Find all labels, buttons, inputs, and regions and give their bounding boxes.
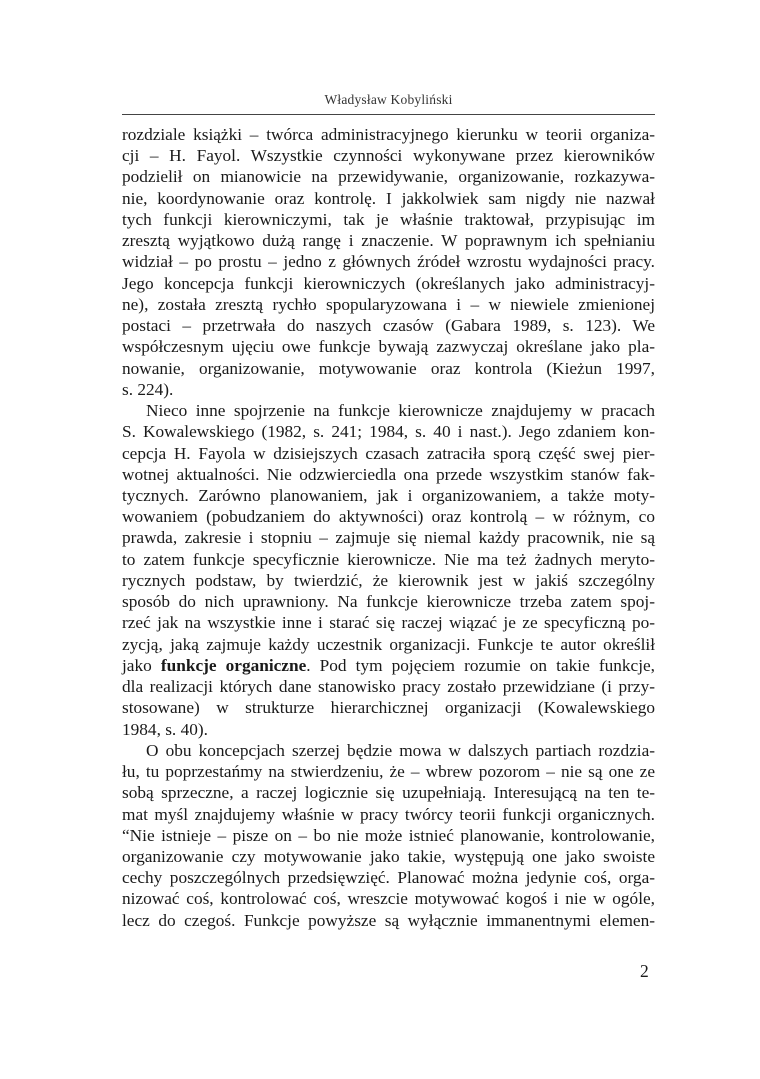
text-line: sposób do nich uprawniony. Na funkcje kierownicze trzeba zatem spoj- — [122, 592, 655, 612]
text-line: prawda, zakresie i stopniu – zajmuje się niemal każdy pracownik, nie są — [122, 528, 655, 548]
text-line: współczesnym ujęciu owe funkcje bywają zazwyczaj określane jako pla- — [122, 337, 655, 357]
header-rule — [122, 114, 655, 115]
text-line: rycznych podstaw, by twierdzić, że kierownik jest w jakiś szczególny — [122, 570, 655, 590]
running-header: Władysław Kobyliński — [324, 92, 453, 107]
text-line: nizować coś, kontrolować coś, wreszcie motywować kogoś i nie w ogóle, — [122, 889, 655, 909]
text-line: rozdziale książki – twórca administracyjnego kierunku w teorii organiza- — [122, 125, 655, 144]
text-line: mat myśl znajdujemy właśnie w pracy twórcy teorii funkcji organicznych. — [122, 804, 655, 824]
text-line: cechy poszczególnych przedsięwzięć. Planować można jedynie coś, orga- — [122, 868, 655, 888]
text-line: Jego koncepcja funkcji kierowniczych (określanych jako administracyj- — [122, 273, 655, 293]
paragraph — [122, 400, 655, 740]
text-line: O obu koncepcjach szerzej będzie mowa w dalszych partiach rozdzia- — [146, 740, 655, 760]
page-number: 2 — [640, 961, 649, 981]
text-line: dla realizacji których dane stanowisko pracy zostało przewidziane (i przy- — [122, 677, 655, 697]
text-line: wotnej aktualności. Nie odzwierciedla ona przede wszystkim stanów fak- — [122, 464, 655, 484]
text-line: ne), została zresztą rychło spopularyzowana i – w niewiele zmienionej — [122, 294, 655, 314]
body-text — [122, 124, 655, 931]
text-line: tych funkcji kierowniczymi, tak je właśnie traktował, przypisując im — [122, 209, 655, 229]
bold-term: funkcje organiczne — [160, 655, 307, 675]
text-line: widział – po prostu – jedno z głównych źródeł wzrostu wydajności pracy. — [122, 252, 655, 272]
text-line: Nieco inne spojrzenie na funkcje kierownicze znajdujemy w pracach — [146, 401, 655, 421]
text-line: zycją, jaką zajmuje każdy uczestnik organizacji. Funkcje te autor określił — [122, 634, 655, 654]
text-line: “Nie istnieje – pisze on – bo nie może istnieć planowanie, kontrolowanie, — [122, 825, 655, 845]
text-line: S. Kowalewskiego (1982, s. 241; 1984, s. 40 i nast.). Jego zdaniem kon- — [122, 422, 655, 442]
text-line — [122, 655, 655, 676]
text-line: postaci – przetrwała do naszych czasów (Gabara 1989, s. 123). We — [122, 316, 655, 336]
text-line: tycznych. Zarówno planowaniem, jak i organizowaniem, a także moty- — [122, 485, 655, 505]
text-line: cji – H. Fayol. Wszystkie czynności wykonywane przez kierowników — [122, 146, 655, 166]
text-line: nowanie, organizowanie, motywowanie oraz kontrola (Kieżun 1997, — [122, 358, 655, 378]
paragraph — [122, 740, 655, 931]
text-line: s. 224). — [122, 379, 174, 399]
text-line: wowaniem (pobudzaniem do aktywności) oraz kontrolą – w różnym, co — [122, 507, 655, 527]
text-segment: . Pod tym pojęciem rozumie on takie funkcje, — [306, 655, 655, 675]
text-line: lecz do czegoś. Funkcje powyższe są wyłącznie immanentnymi elemen- — [122, 910, 655, 930]
paragraph — [122, 124, 655, 400]
text-line: to zatem funkcje specyficznie kierownicze. Nie ma też żadnych meryto- — [122, 549, 655, 569]
text-line: zresztą wyjątkowo dużą rangę i znaczenie. W poprawnym ich spełnianiu — [122, 231, 655, 251]
text-line: cepcja H. Fayola w dzisiejszych czasach zatraciła sporą część swej pier- — [122, 443, 655, 463]
text-segment: jako — [122, 655, 161, 675]
text-line: rzeć jak na wszystkie inne i starać się raczej wiązać je ze specyficzną po- — [122, 613, 655, 633]
text-line: nie, koordynowanie oraz kontrolę. I jakkolwiek sam nigdy nie nazwał — [122, 188, 655, 208]
text-line: 1984, s. 40). — [122, 719, 208, 739]
text-line: stosowane) w strukturze hierarchicznej organizacji (Kowalewskiego — [122, 698, 655, 718]
text-line: podzielił on mianowicie na przewidywanie, organizowanie, rozkazywa- — [122, 167, 655, 187]
text-line: sobą sprzeczne, a raczej logicznie się uzupełniają. Interesującą na ten te- — [122, 783, 655, 803]
text-line: łu, tu poprzestańmy na stwierdzeniu, że – wbrew pozorom – nie są one ze — [122, 762, 655, 782]
text-line: organizowanie czy motywowanie jako takie, występują one jako swoiste — [122, 846, 655, 866]
